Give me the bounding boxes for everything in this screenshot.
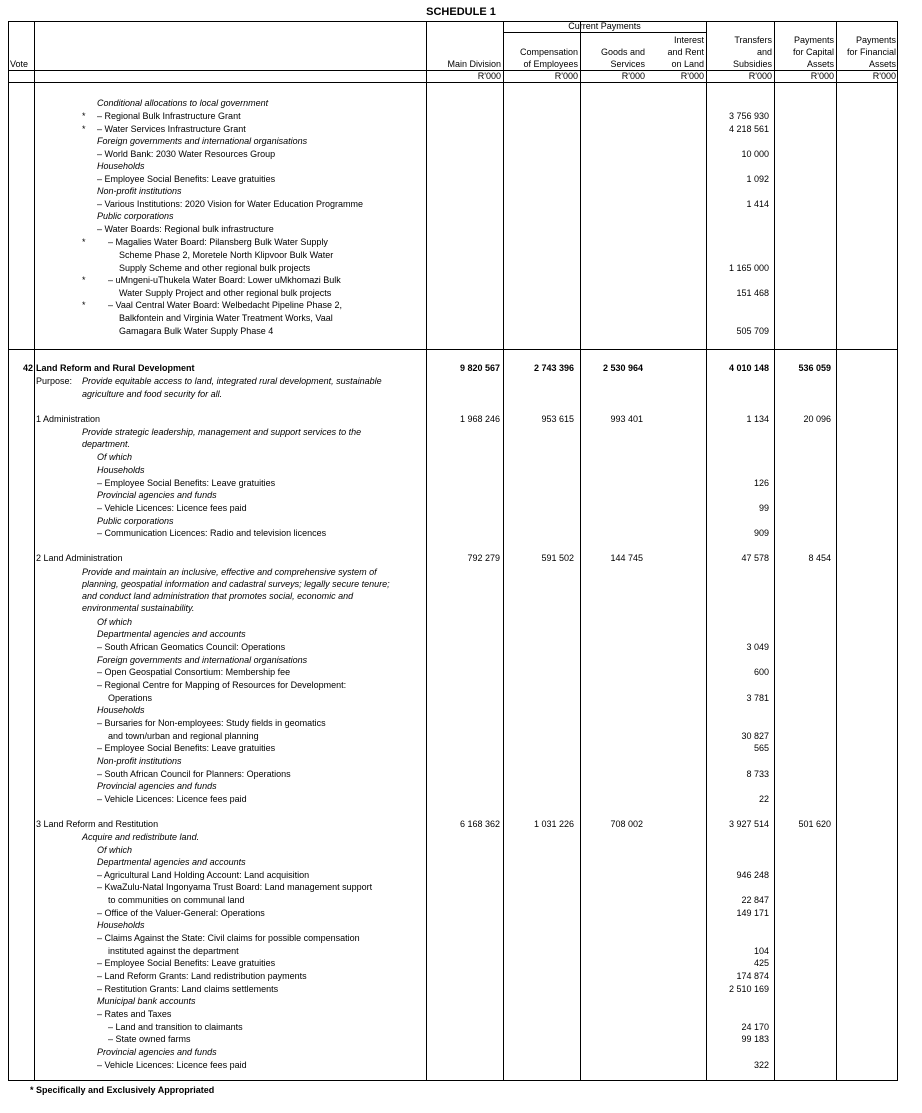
table-row (0, 502, 922, 514)
table-row (0, 717, 922, 729)
amount-tr: 322 (753, 1060, 769, 1070)
table-row (0, 249, 922, 261)
row-label: 1 Administration (36, 414, 101, 424)
table-row (0, 527, 922, 539)
table-row (0, 160, 922, 172)
amount-cap: 501 620 (798, 819, 831, 829)
unit-goods: R'000 (621, 71, 645, 81)
capital-header-1: Payments (793, 35, 834, 45)
goods-header-1: Goods and (600, 47, 645, 57)
amount-cap: 20 096 (803, 414, 831, 424)
row-label: Gamagara Bulk Water Supply Phase 4 (119, 326, 274, 336)
table-row (0, 894, 922, 906)
table-row (0, 881, 922, 893)
table-row (0, 515, 922, 527)
row-label: and conduct land administration that promotes social, economic and (82, 591, 354, 601)
unit-main: R'000 (477, 71, 501, 81)
unit-interest: R'000 (680, 71, 704, 81)
row-label: Water Supply Project and other regional bulk projects (119, 288, 332, 298)
comp-header-1: Compensation (519, 47, 578, 57)
amount-tr: 104 (753, 946, 769, 956)
row-label: – Office of the Valuer-General: Operations (97, 908, 265, 918)
row-label: 3 Land Reform and Restitution (36, 819, 159, 829)
amount-main: 9 820 567 (459, 363, 500, 373)
unit-comp: R'000 (554, 71, 578, 81)
row-label: instituted against the department (108, 946, 239, 956)
table-row (0, 679, 922, 691)
amount-tr: 22 847 (741, 895, 769, 905)
table-row (0, 135, 922, 147)
table-row (0, 983, 922, 995)
table-row (0, 780, 922, 792)
appropriation-marker: * (82, 300, 86, 310)
row-label: – uMngeni-uThukela Water Board: Lower uMkhomazi Bulk (108, 275, 341, 285)
vote-number: 42 (22, 363, 33, 373)
row-label: Balkfontein and Virginia Water Treatment Works, Vaal (119, 313, 333, 323)
row-label: Of which (97, 845, 133, 855)
row-label: 2 Land Administration (36, 553, 123, 563)
table-row (0, 907, 922, 919)
table-row (0, 616, 922, 628)
row-label: environmental sustainability. (82, 603, 195, 613)
table-row (0, 362, 922, 374)
table-row (0, 692, 922, 704)
table-row (0, 287, 922, 299)
row-label: – South African Geomatics Council: Operations (97, 642, 286, 652)
table-row (0, 236, 922, 248)
amount-tr: 3 049 (746, 642, 769, 652)
capital-header-2: for Capital (792, 47, 834, 57)
row-label: – Regional Bulk Infrastructure Grant (97, 111, 241, 121)
amount-comp: 1 031 226 (533, 819, 574, 829)
row-label: – State owned farms (108, 1034, 191, 1044)
table-row (0, 666, 922, 678)
row-label: – Open Geospatial Consortium: Membership fee (97, 667, 291, 677)
table-row (0, 262, 922, 274)
amount-tr: 126 (753, 478, 769, 488)
table-row (0, 552, 922, 564)
table-row (0, 173, 922, 185)
amount-tr: 24 170 (741, 1022, 769, 1032)
row-label: agriculture and food security for all. (82, 389, 223, 399)
row-label: Provide and maintain an inclusive, effective and comprehensive system of (82, 567, 377, 577)
amount-tr: 3 781 (746, 693, 769, 703)
table-row (0, 970, 922, 982)
table-row (0, 957, 922, 969)
amount-cap: 8 454 (808, 553, 831, 563)
row-label: Provincial agencies and funds (97, 781, 217, 791)
table-row (0, 628, 922, 640)
row-label: – Agricultural Land Holding Account: Land acquisition (97, 870, 310, 880)
row-label: Foreign governments and international organisations (97, 655, 308, 665)
amount-tr: 47 578 (741, 553, 769, 563)
row-label: – Magalies Water Board: Pilansberg Bulk Water Supply (108, 237, 328, 247)
schedule-title: SCHEDULE 1 (426, 6, 496, 18)
amount-tr: 10 000 (741, 149, 769, 159)
transfers-header-2: and (756, 47, 772, 57)
appropriation-marker: * (82, 124, 86, 134)
row-label: – Various Institutions: 2020 Vision for Water Education Programme (97, 199, 363, 209)
amount-goods: 708 002 (610, 819, 643, 829)
financial-header-3: Assets (868, 59, 896, 69)
row-label: – Water Services Infrastructure Grant (97, 124, 246, 134)
row-label: – Vehicle Licences: Licence fees paid (97, 503, 247, 513)
amount-tr: 22 (758, 794, 769, 804)
row-label: – Communication Licences: Radio and television licences (97, 528, 327, 538)
amount-tr: 505 709 (736, 326, 769, 336)
amount-goods: 2 530 964 (602, 363, 643, 373)
amount-tr: 425 (753, 958, 769, 968)
table-row (0, 742, 922, 754)
table-row (0, 210, 922, 222)
table-row (0, 477, 922, 489)
table-row (0, 123, 922, 135)
table-row (0, 198, 922, 210)
table-row (0, 755, 922, 767)
table-row (0, 274, 922, 286)
row-label: Of which (97, 617, 133, 627)
amount-tr: 99 (758, 503, 769, 513)
row-label: – Claims Against the State: Civil claims for possible compensation (97, 933, 360, 943)
row-label: – Employee Social Benefits: Leave gratuities (97, 958, 276, 968)
table-row (0, 438, 922, 450)
table-row (0, 299, 922, 311)
amount-tr: 8 733 (746, 769, 769, 779)
amount-tr: 149 171 (736, 908, 769, 918)
table-row (0, 995, 922, 1007)
row-label: – KwaZulu-Natal Ingonyama Trust Board: Land management support (97, 882, 373, 892)
table-row (0, 1033, 922, 1045)
row-label: – Water Boards: Regional bulk infrastructure (97, 224, 274, 234)
table-row (0, 818, 922, 830)
row-label: department. (82, 439, 131, 449)
row-label: Purpose: (36, 376, 73, 386)
amount-comp: 591 502 (541, 553, 574, 563)
unit-rule (8, 82, 898, 83)
amount-tr: 151 468 (736, 288, 769, 298)
footnote: * Specifically and Exclusively Appropriated (30, 1085, 215, 1095)
row-label: Foreign governments and international organisations (97, 136, 308, 146)
table-row (0, 1046, 922, 1058)
row-label: Public corporations (97, 516, 174, 526)
interest-header-2: and Rent (667, 47, 704, 57)
table-row (0, 388, 922, 400)
purpose-text: Provide equitable access to land, integrated rural development, sustainable (82, 376, 382, 386)
table-row (0, 148, 922, 160)
table-row (0, 654, 922, 666)
table-row (0, 856, 922, 868)
table-row (0, 1021, 922, 1033)
amount-tr: 174 874 (736, 971, 769, 981)
row-label: – Land and transition to claimants (108, 1022, 243, 1032)
amount-comp: 2 743 396 (533, 363, 574, 373)
row-label: Households (97, 465, 145, 475)
table-row (0, 185, 922, 197)
amount-tr: 946 248 (736, 870, 769, 880)
row-label: – Vehicle Licences: Licence fees paid (97, 1060, 247, 1070)
comp-header-2: of Employees (523, 59, 578, 69)
row-label: Provincial agencies and funds (97, 490, 217, 500)
row-label: Of which (97, 452, 133, 462)
row-label: Non-profit institutions (97, 756, 182, 766)
table-row (0, 590, 922, 602)
row-label: to communities on communal land (108, 895, 245, 905)
table-row (0, 464, 922, 476)
amount-goods: 993 401 (610, 414, 643, 424)
financial-header-1: Payments (855, 35, 896, 45)
table-row (0, 704, 922, 716)
table-row (0, 869, 922, 881)
amount-tr: 600 (753, 667, 769, 677)
appropriation-marker: * (82, 111, 86, 121)
table-row (0, 566, 922, 578)
row-label: Municipal bank accounts (97, 996, 196, 1006)
table-row (0, 1008, 922, 1020)
transfers-header-3: Subsidies (732, 59, 772, 69)
amount-tr: 1 092 (746, 174, 769, 184)
table-row (0, 97, 922, 109)
amount-tr: 1 134 (746, 414, 769, 424)
vote-header: Vote (10, 59, 29, 69)
unit-financial: R'000 (872, 71, 896, 81)
row-label: Scheme Phase 2, Moretele North Klipvoor Bulk Water (119, 250, 334, 260)
unit-transfers: R'000 (748, 71, 772, 81)
amount-tr: 1 165 000 (728, 263, 769, 273)
row-label: – Employee Social Benefits: Leave gratuities (97, 478, 276, 488)
amount-tr: 2 510 169 (728, 984, 769, 994)
row-label: – Land Reform Grants: Land redistribution payments (97, 971, 307, 981)
row-label: and town/urban and regional planning (108, 731, 259, 741)
amount-goods: 144 745 (610, 553, 643, 563)
amount-tr: 4 010 148 (728, 363, 769, 373)
row-label: – Bursaries for Non-employees: Study fields in geomatics (97, 718, 326, 728)
table-row (0, 451, 922, 463)
table-row (0, 426, 922, 438)
table-row (0, 932, 922, 944)
row-label: Conditional allocations to local government (97, 98, 269, 108)
row-label: – Restitution Grants: Land claims settlements (97, 984, 279, 994)
row-label: Households (97, 705, 145, 715)
row-label: – Vehicle Licences: Licence fees paid (97, 794, 247, 804)
goods-header-2: Services (610, 59, 645, 69)
amount-tr: 99 183 (741, 1034, 769, 1044)
table-row (0, 489, 922, 501)
row-label: Provincial agencies and funds (97, 1047, 217, 1057)
amount-tr: 3 927 514 (728, 819, 769, 829)
row-label: Departmental agencies and accounts (97, 857, 246, 867)
amount-tr: 4 218 561 (728, 124, 769, 134)
table-row (0, 413, 922, 425)
row-label: – Employee Social Benefits: Leave gratuities (97, 174, 276, 184)
row-label: Public corporations (97, 211, 174, 221)
table-row (0, 110, 922, 122)
table-row (0, 312, 922, 324)
row-label: Households (97, 920, 145, 930)
table-row (0, 641, 922, 653)
row-label: Departmental agencies and accounts (97, 629, 246, 639)
row-label: Households (97, 161, 145, 171)
current-payments-rule (503, 32, 706, 33)
interest-header-3: on Land (671, 59, 704, 69)
row-label: Land Reform and Rural Development (36, 363, 195, 373)
table-row (0, 919, 922, 931)
row-label: – Rates and Taxes (97, 1009, 172, 1019)
amount-main: 6 168 362 (459, 819, 500, 829)
current-payments-header: Current Payments (568, 21, 641, 31)
table-row (0, 578, 922, 590)
table-row (0, 844, 922, 856)
amount-main: 792 279 (467, 553, 500, 563)
amount-tr: 3 756 930 (728, 111, 769, 121)
amount-main: 1 968 246 (459, 414, 500, 424)
table-row (0, 768, 922, 780)
row-label: – Regional Centre for Mapping of Resources for Development: (97, 680, 347, 690)
row-label: Provide strategic leadership, management and support services to the (82, 427, 362, 437)
row-label: – Vaal Central Water Board: Welbedacht Pipeline Phase 2, (108, 300, 342, 310)
transfers-header-1: Transfers (734, 35, 772, 45)
section-rule (8, 349, 898, 350)
row-label: planning, geospatial information and cadastral surveys; legally secure tenure; (82, 579, 390, 589)
amount-tr: 565 (753, 743, 769, 753)
capital-header-3: Assets (806, 59, 834, 69)
table-row (0, 730, 922, 742)
row-label: – Employee Social Benefits: Leave gratuities (97, 743, 276, 753)
amount-tr: 1 414 (746, 199, 769, 209)
table-row (0, 223, 922, 235)
table-row (0, 325, 922, 337)
row-label: Supply Scheme and other regional bulk projects (119, 263, 311, 273)
table-row (0, 1059, 922, 1071)
table-row (0, 945, 922, 957)
row-label: – South African Council for Planners: Operations (97, 769, 291, 779)
amount-tr: 30 827 (741, 731, 769, 741)
appropriation-marker: * (82, 237, 86, 247)
amount-comp: 953 615 (541, 414, 574, 424)
table-row (0, 793, 922, 805)
row-label: – World Bank: 2030 Water Resources Group (97, 149, 276, 159)
table-row (0, 602, 922, 614)
unit-capital: R'000 (810, 71, 834, 81)
amount-tr: 909 (753, 528, 769, 538)
main-division-header: Main Division (447, 59, 501, 69)
table-row (0, 831, 922, 843)
row-label: Non-profit institutions (97, 186, 182, 196)
financial-header-2: for Financial (846, 47, 896, 57)
amount-cap: 536 059 (798, 363, 831, 373)
table-row (0, 375, 922, 387)
row-label: Acquire and redistribute land. (82, 832, 200, 842)
row-label: Operations (108, 693, 153, 703)
appropriation-marker: * (82, 275, 86, 285)
interest-header-1: Interest (673, 35, 704, 45)
